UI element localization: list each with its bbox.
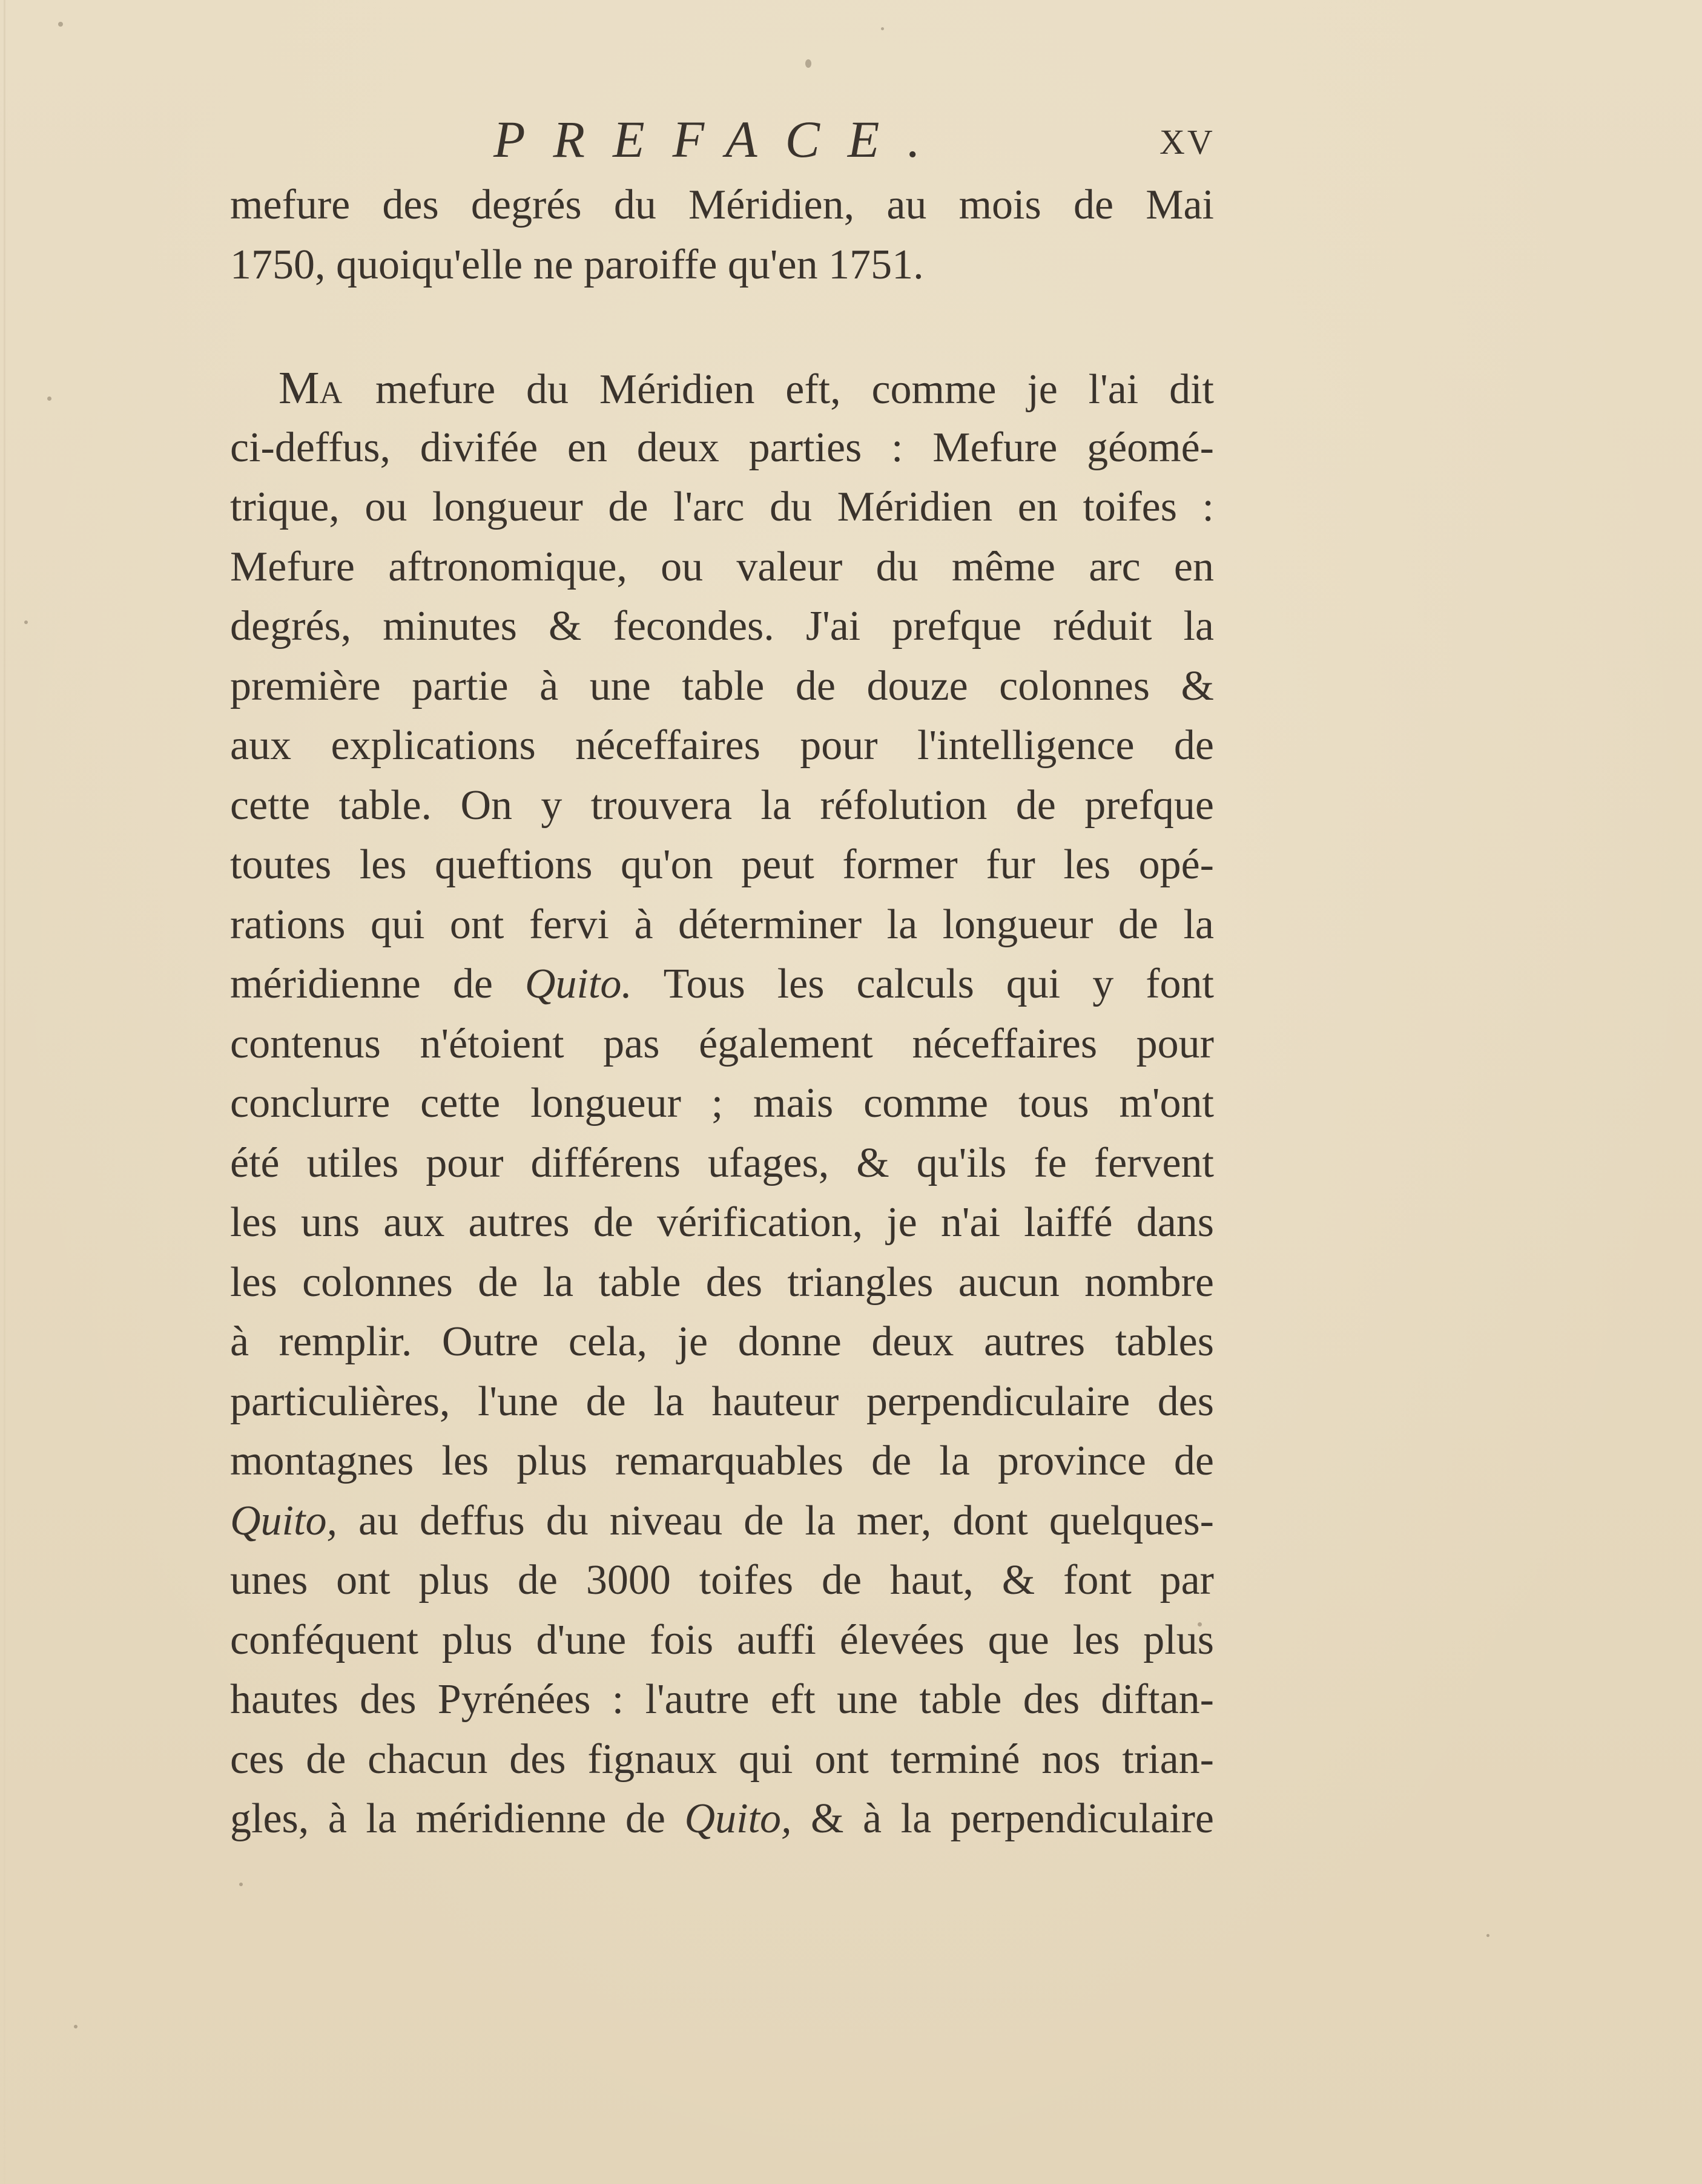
paper-speck <box>677 975 681 979</box>
paper-speck <box>805 59 811 68</box>
text-line: unes ont plus de 3000 toifes de haut, & font par <box>230 1557 1214 1603</box>
page-edge-shadow <box>4 0 5 2184</box>
body-text <box>230 176 1214 1849</box>
paragraph-break <box>230 295 1214 358</box>
paper-speck <box>1198 1622 1202 1626</box>
paper-speck <box>74 2025 78 2028</box>
text-line: méridienne de Quito. Tous les calculs qui y font <box>230 961 1214 1007</box>
text-line: conclurre cette longueur ; mais comme tous m'ont <box>230 1080 1214 1127</box>
text-line: rations qui ont fervi à déterminer la longueur de la <box>230 901 1214 948</box>
text-line: contenus n'étoient pas également néceffaires pour <box>230 1020 1214 1067</box>
page-header <box>0 106 1702 173</box>
running-title: PREFACE. <box>493 110 948 168</box>
paper-speck <box>1486 1934 1489 1937</box>
text-line: particulières, l'une de la hauteur perpendiculaire des <box>230 1378 1214 1425</box>
text-line: été utiles pour différens ufages, & qu'ils fe fervent <box>230 1139 1214 1186</box>
initial-letter: M <box>279 363 320 413</box>
text-line: ci-deffus, divifée en deux parties : Mefure géomé- <box>230 424 1214 471</box>
text-line: trique, ou longueur de l'arc du Méridien en toifes : <box>230 484 1214 530</box>
place-name-italic: Quito. <box>524 961 632 1007</box>
text-line: conféquent plus d'une fois auffi élevées que les plus <box>230 1616 1214 1663</box>
text-line: ces de chacun des fignaux qui ont terminé nos trian- <box>230 1735 1214 1783</box>
text-line: aux explications néceffaires pour l'intelligence de <box>230 722 1214 769</box>
text-line: les colonnes de la table des triangles aucun nombre <box>230 1258 1214 1306</box>
place-name-italic: Quito, <box>684 1795 792 1842</box>
text-line: Mefure aftronomique, ou valeur du même arc en <box>230 543 1214 590</box>
text-line: cette table. On y trouvera la réfolution de prefque <box>230 781 1214 829</box>
paper-speck <box>47 396 51 401</box>
paper-speck <box>881 27 884 30</box>
text-line: mefure des degrés du Méridien, au mois de Mai <box>230 182 1214 228</box>
paper-speck <box>239 1883 243 1886</box>
text-line: MA mefure du Méridien eft, comme je l'ai dit <box>279 363 1214 413</box>
text-line: gles, à la méridienne de Quito, & à la perpendiculaire <box>230 1795 1214 1842</box>
text-line: première partie à une table de douze colonnes & <box>230 662 1214 709</box>
text-line: 1750, quoiqu'elle ne paroiffe qu'en 1751. <box>230 241 924 288</box>
text-line: les uns aux autres de vérification, je n'ai laiffé dans <box>230 1199 1214 1246</box>
text-line: Quito, au deffus du niveau de la mer, dont quelques- <box>230 1497 1214 1544</box>
place-name-italic: Quito, <box>230 1497 337 1544</box>
text-line: à remplir. Outre cela, je donne deux autres tables <box>230 1318 1214 1365</box>
small-caps: A <box>319 376 345 410</box>
paper-speck <box>58 22 63 27</box>
paper-speck <box>24 620 28 624</box>
text-line: toutes les queftions qu'on peut former fur les opé- <box>230 841 1214 888</box>
text-line: hautes des Pyrénées : l'autre eft une table des diftan- <box>230 1676 1214 1723</box>
page-number: XV <box>1159 122 1215 162</box>
text-line: degrés, minutes & fecondes. J'ai prefque réduit la <box>230 603 1214 650</box>
text-line: montagnes les plus remarquables de la province de <box>230 1438 1214 1484</box>
